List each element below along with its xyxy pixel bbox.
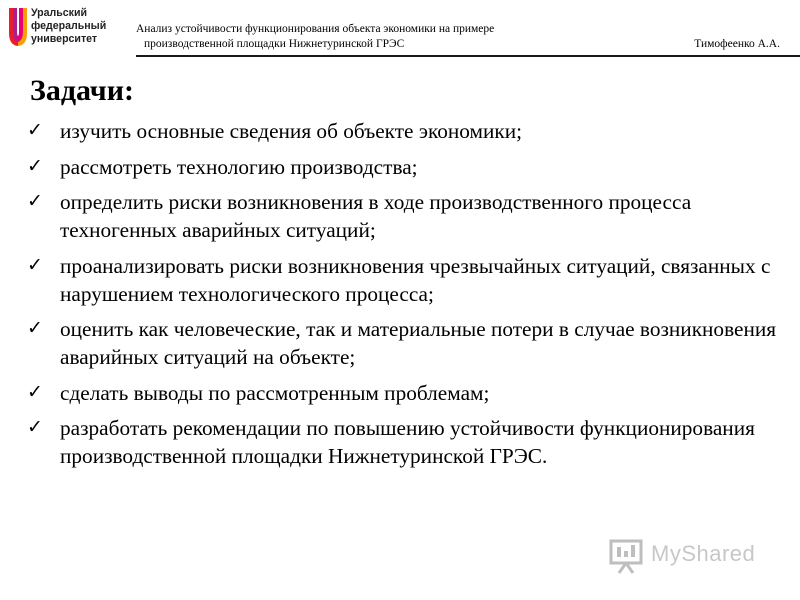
checkmark-icon: ✓ [27,317,43,339]
checkmark-icon: ✓ [27,154,43,177]
checkmark-icon: ✓ [27,416,43,438]
task-item: ✓ сделать выводы по рассмотренным проблемам; [27,380,490,405]
checkmark-icon: ✓ [27,253,43,276]
header-divider [136,55,800,57]
author-name: Тимофеенко А.А. [694,38,780,50]
watermark-text: MyShared [651,541,756,566]
task-item: ✓ изучить основные сведения об объекте экономики; [27,119,523,143]
task-item: ✓ разработать рекомендации по повышению устойчивости функционирования производственной площадки Нижнетуринской ГРЭС. [27,416,755,468]
presentation-title [136,22,606,52]
task-item: ✓ проанализировать риски возникновения чрезвычайных ситуаций, связанных с нарушением технологического процесса; [27,253,771,306]
task-item: ✓ рассмотреть технологию производства; [27,154,418,179]
university-logo-mark [6,6,30,50]
university-logo [6,6,141,54]
myshared-watermark [607,535,767,575]
task-item: ✓ оценить как человеческие, так и материальные потери в случае возникновения аварийных ситуаций на объекте; [27,317,777,369]
task-list [24,117,789,478]
presentation-title-line2: производственной площадки Нижнетуринской ГРЭС [144,38,405,50]
checkmark-icon: ✓ [27,380,43,403]
checkmark-icon: ✓ [27,119,43,141]
task-item: ✓ определить риски возникновения в ходе производственного процесса техногенных аварийных ситуаций; [27,190,692,242]
university-name: Уральский федеральный университет [31,7,107,45]
checkmark-icon: ✓ [27,190,43,212]
presentation-board-icon [607,535,647,575]
slide-title: Задачи: [30,74,135,107]
presentation-title-line1: Анализ устойчивости функционирования объекта экономики на примере [136,23,495,35]
